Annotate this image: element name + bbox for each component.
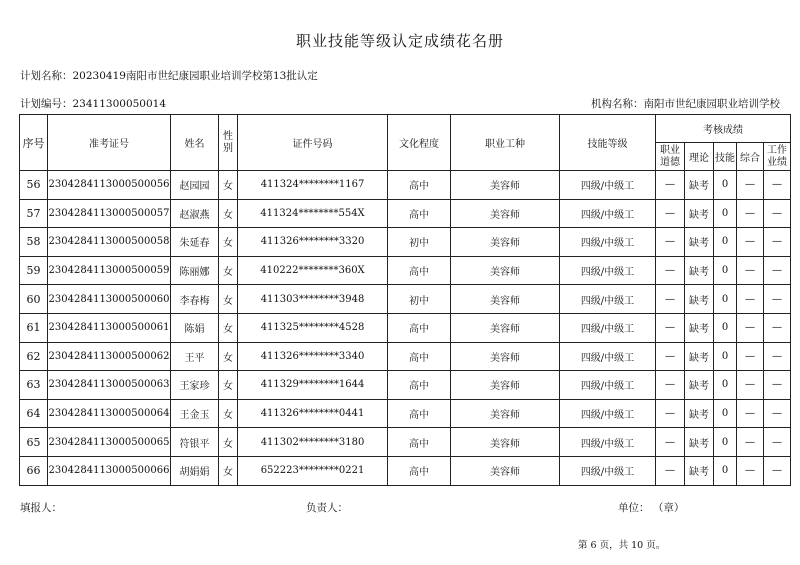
cell-seq: 66 bbox=[20, 456, 48, 485]
cell-overall: — bbox=[737, 428, 764, 457]
cell-gender: 女 bbox=[219, 428, 238, 457]
cell-overall: — bbox=[737, 371, 764, 400]
cell-work: — bbox=[764, 399, 791, 428]
cell-seq: 63 bbox=[20, 371, 48, 400]
cell-exam-no: 2304284113000500064 bbox=[48, 399, 171, 428]
cell-level: 四级/中级工 bbox=[560, 342, 656, 371]
cell-exam-no: 2304284113000500062 bbox=[48, 342, 171, 371]
header-id-no: 证件号码 bbox=[238, 115, 388, 171]
cell-skill: 0 bbox=[714, 313, 737, 342]
cell-overall: — bbox=[737, 456, 764, 485]
cell-exam-no: 2304284113000500056 bbox=[48, 171, 171, 200]
cell-seq: 61 bbox=[20, 313, 48, 342]
cell-theory: 缺考 bbox=[685, 428, 714, 457]
cell-seq: 57 bbox=[20, 199, 48, 228]
cell-work: — bbox=[764, 428, 791, 457]
cell-occupation: 美容师 bbox=[451, 313, 560, 342]
cell-name: 王平 bbox=[171, 342, 219, 371]
cell-id-no: 411303********3948 bbox=[238, 285, 388, 314]
cell-name: 胡娟娟 bbox=[171, 456, 219, 485]
cell-skill: 0 bbox=[714, 228, 737, 257]
cell-education: 高中 bbox=[388, 428, 451, 457]
cell-education: 初中 bbox=[388, 285, 451, 314]
table-row bbox=[20, 399, 791, 428]
cell-name: 王金玉 bbox=[171, 399, 219, 428]
cell-theory: 缺考 bbox=[685, 199, 714, 228]
cell-theory: 缺考 bbox=[685, 171, 714, 200]
cell-id-no: 411326********3340 bbox=[238, 342, 388, 371]
cell-gender: 女 bbox=[219, 199, 238, 228]
cell-ethics: — bbox=[656, 256, 685, 285]
table-row bbox=[20, 313, 791, 342]
table-body bbox=[20, 171, 791, 486]
filler-label: 填报人： bbox=[20, 502, 62, 514]
cell-ethics: — bbox=[656, 399, 685, 428]
cell-id-no: 411325********4528 bbox=[238, 313, 388, 342]
cell-ethics: — bbox=[656, 313, 685, 342]
cell-overall: — bbox=[737, 313, 764, 342]
cell-overall: — bbox=[737, 228, 764, 257]
cell-ethics: — bbox=[656, 228, 685, 257]
cell-level: 四级/中级工 bbox=[560, 313, 656, 342]
cell-ethics: — bbox=[656, 285, 685, 314]
cell-ethics: — bbox=[656, 199, 685, 228]
header-exam-no: 准考证号 bbox=[48, 115, 171, 171]
cell-overall: — bbox=[737, 342, 764, 371]
document-title: 职业技能等级认定成绩花名册 bbox=[295, 32, 504, 50]
cell-seq: 58 bbox=[20, 228, 48, 257]
cell-gender: 女 bbox=[219, 313, 238, 342]
cell-name: 朱延春 bbox=[171, 228, 219, 257]
cell-exam-no: 2304284113000500059 bbox=[48, 256, 171, 285]
cell-occupation: 美容师 bbox=[451, 399, 560, 428]
cell-overall: — bbox=[737, 199, 764, 228]
cell-education: 高中 bbox=[388, 199, 451, 228]
cell-skill: 0 bbox=[714, 342, 737, 371]
cell-skill: 0 bbox=[714, 256, 737, 285]
cell-occupation: 美容师 bbox=[451, 199, 560, 228]
cell-id-no: 652223********0221 bbox=[238, 456, 388, 485]
cell-theory: 缺考 bbox=[685, 399, 714, 428]
cell-education: 高中 bbox=[388, 171, 451, 200]
table-row bbox=[20, 342, 791, 371]
cell-gender: 女 bbox=[219, 285, 238, 314]
cell-theory: 缺考 bbox=[685, 285, 714, 314]
cell-id-no: 410222********360X bbox=[238, 256, 388, 285]
cell-level: 四级/中级工 bbox=[560, 285, 656, 314]
cell-exam-no: 2304284113000500065 bbox=[48, 428, 171, 457]
header-level: 技能等级 bbox=[560, 115, 656, 171]
cell-gender: 女 bbox=[219, 228, 238, 257]
cell-ethics: — bbox=[656, 171, 685, 200]
score-roster-table bbox=[19, 114, 791, 486]
cell-gender: 女 bbox=[219, 456, 238, 485]
cell-work: — bbox=[764, 342, 791, 371]
table-row bbox=[20, 371, 791, 400]
cell-level: 四级/中级工 bbox=[560, 428, 656, 457]
cell-skill: 0 bbox=[714, 428, 737, 457]
cell-overall: — bbox=[737, 285, 764, 314]
cell-name: 赵园园 bbox=[171, 171, 219, 200]
cell-seq: 56 bbox=[20, 171, 48, 200]
cell-work: — bbox=[764, 313, 791, 342]
table-row bbox=[20, 171, 791, 200]
table-row bbox=[20, 456, 791, 485]
cell-skill: 0 bbox=[714, 285, 737, 314]
cell-name: 陈娟 bbox=[171, 313, 219, 342]
table-header-row bbox=[20, 115, 791, 143]
cell-education: 高中 bbox=[388, 399, 451, 428]
cell-occupation: 美容师 bbox=[451, 342, 560, 371]
header-occupation: 职业工种 bbox=[451, 115, 560, 171]
unit-label: 单位： （章） bbox=[618, 502, 685, 514]
cell-exam-no: 2304284113000500058 bbox=[48, 228, 171, 257]
page-indicator: 第 6 页，共 10 页。 bbox=[578, 540, 666, 551]
cell-education: 高中 bbox=[388, 456, 451, 485]
header-theory: 理论 bbox=[685, 143, 714, 171]
cell-skill: 0 bbox=[714, 199, 737, 228]
cell-name: 符银平 bbox=[171, 428, 219, 457]
cell-occupation: 美容师 bbox=[451, 171, 560, 200]
cell-occupation: 美容师 bbox=[451, 428, 560, 457]
cell-skill: 0 bbox=[714, 171, 737, 200]
cell-work: — bbox=[764, 371, 791, 400]
cell-exam-no: 2304284113000500066 bbox=[48, 456, 171, 485]
cell-overall: — bbox=[737, 399, 764, 428]
cell-seq: 65 bbox=[20, 428, 48, 457]
cell-level: 四级/中级工 bbox=[560, 456, 656, 485]
cell-gender: 女 bbox=[219, 399, 238, 428]
plan-number: 计划编号：23411300050014 bbox=[20, 98, 167, 110]
cell-work: — bbox=[764, 256, 791, 285]
cell-work: — bbox=[764, 228, 791, 257]
cell-education: 高中 bbox=[388, 256, 451, 285]
cell-ethics: — bbox=[656, 456, 685, 485]
cell-occupation: 美容师 bbox=[451, 285, 560, 314]
cell-level: 四级/中级工 bbox=[560, 399, 656, 428]
responsible-label: 负责人： bbox=[306, 502, 348, 514]
table-row bbox=[20, 228, 791, 257]
plan-name: 计划名称：20230419南阳市世纪康园职业培训学校第13批认定 bbox=[20, 70, 318, 82]
cell-id-no: 411326********0441 bbox=[238, 399, 388, 428]
cell-occupation: 美容师 bbox=[451, 228, 560, 257]
cell-level: 四级/中级工 bbox=[560, 171, 656, 200]
cell-education: 高中 bbox=[388, 342, 451, 371]
cell-education: 高中 bbox=[388, 371, 451, 400]
cell-gender: 女 bbox=[219, 342, 238, 371]
cell-skill: 0 bbox=[714, 371, 737, 400]
table-row bbox=[20, 199, 791, 228]
cell-theory: 缺考 bbox=[685, 371, 714, 400]
header-education: 文化程度 bbox=[388, 115, 451, 171]
header-ethics: 职业道德 bbox=[656, 143, 685, 171]
cell-name: 王家珍 bbox=[171, 371, 219, 400]
cell-overall: — bbox=[737, 171, 764, 200]
cell-seq: 60 bbox=[20, 285, 48, 314]
organization-name: 机构名称：南阳市世纪康园职业培训学校 bbox=[591, 98, 780, 110]
header-gender: 性别 bbox=[219, 115, 238, 171]
cell-work: — bbox=[764, 456, 791, 485]
header-name: 姓名 bbox=[171, 115, 219, 171]
cell-skill: 0 bbox=[714, 399, 737, 428]
cell-seq: 59 bbox=[20, 256, 48, 285]
cell-exam-no: 2304284113000500063 bbox=[48, 371, 171, 400]
cell-exam-no: 2304284113000500061 bbox=[48, 313, 171, 342]
cell-gender: 女 bbox=[219, 171, 238, 200]
cell-occupation: 美容师 bbox=[451, 256, 560, 285]
cell-level: 四级/中级工 bbox=[560, 228, 656, 257]
cell-ethics: — bbox=[656, 371, 685, 400]
cell-id-no: 411302********3180 bbox=[238, 428, 388, 457]
cell-occupation: 美容师 bbox=[451, 456, 560, 485]
cell-occupation: 美容师 bbox=[451, 371, 560, 400]
cell-education: 高中 bbox=[388, 313, 451, 342]
table-row bbox=[20, 285, 791, 314]
cell-name: 赵淑燕 bbox=[171, 199, 219, 228]
cell-ethics: — bbox=[656, 428, 685, 457]
cell-seq: 64 bbox=[20, 399, 48, 428]
cell-skill: 0 bbox=[714, 456, 737, 485]
cell-name: 李春梅 bbox=[171, 285, 219, 314]
cell-ethics: — bbox=[656, 342, 685, 371]
cell-id-no: 411324********554X bbox=[238, 199, 388, 228]
cell-theory: 缺考 bbox=[685, 342, 714, 371]
header-overall: 综合 bbox=[737, 143, 764, 171]
cell-theory: 缺考 bbox=[685, 256, 714, 285]
cell-overall: — bbox=[737, 256, 764, 285]
table-row bbox=[20, 428, 791, 457]
cell-gender: 女 bbox=[219, 371, 238, 400]
cell-id-no: 411324********1167 bbox=[238, 171, 388, 200]
cell-level: 四级/中级工 bbox=[560, 199, 656, 228]
table-row bbox=[20, 256, 791, 285]
header-work: 工作业绩 bbox=[764, 143, 791, 171]
cell-work: — bbox=[764, 199, 791, 228]
cell-work: — bbox=[764, 285, 791, 314]
cell-gender: 女 bbox=[219, 256, 238, 285]
cell-theory: 缺考 bbox=[685, 228, 714, 257]
header-scores: 考核成绩 bbox=[656, 115, 791, 143]
cell-name: 陈丽娜 bbox=[171, 256, 219, 285]
cell-exam-no: 2304284113000500060 bbox=[48, 285, 171, 314]
cell-work: — bbox=[764, 171, 791, 200]
header-skill: 技能 bbox=[714, 143, 737, 171]
cell-level: 四级/中级工 bbox=[560, 256, 656, 285]
cell-id-no: 411326********3320 bbox=[238, 228, 388, 257]
cell-seq: 62 bbox=[20, 342, 48, 371]
header-seq: 序号 bbox=[20, 115, 48, 171]
cell-education: 初中 bbox=[388, 228, 451, 257]
cell-exam-no: 2304284113000500057 bbox=[48, 199, 171, 228]
cell-theory: 缺考 bbox=[685, 313, 714, 342]
cell-id-no: 411329********1644 bbox=[238, 371, 388, 400]
cell-theory: 缺考 bbox=[685, 456, 714, 485]
cell-level: 四级/中级工 bbox=[560, 371, 656, 400]
